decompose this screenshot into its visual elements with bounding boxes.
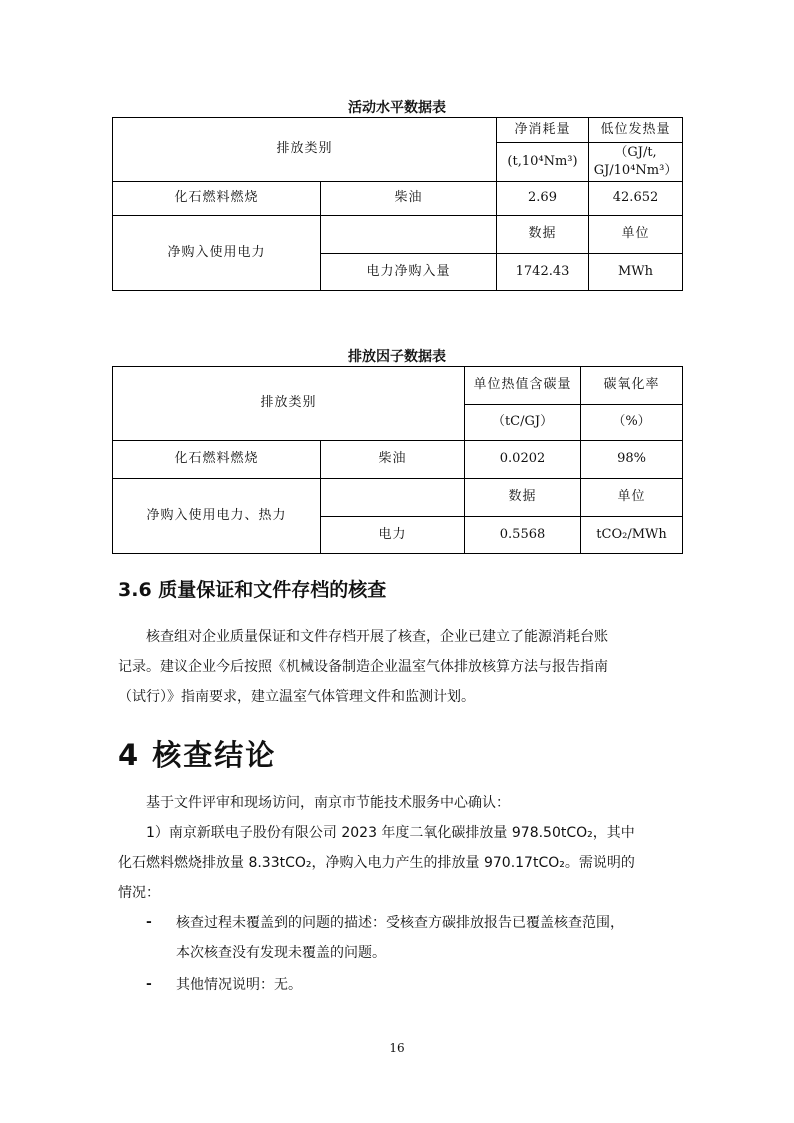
- table2-row1-item: 柴油: [321, 441, 465, 479]
- section-3-6-body: [118, 622, 678, 712]
- table1-col4-unit: [589, 143, 683, 182]
- table2-row1-v1: 0.0202: [465, 441, 581, 479]
- activity-data-table: [112, 117, 683, 291]
- table1-row1-category: 化石燃料燃烧: [113, 182, 321, 216]
- section-4-item1-line2: 化石燃料燃烧排放量 8.33tCO₂，净购入电力产生的排放量 970.17tCO₂。需说明的: [118, 855, 635, 871]
- table2-col3-unit: （tC/GJ）: [465, 405, 581, 441]
- table2-row3-v1: 0.5568: [465, 517, 581, 554]
- bullet1-line1: 核查过程未覆盖到的问题的描述：受核查方碳排放报告已覆盖核查范围，: [176, 915, 624, 931]
- section-3-6-line3: （试行）》指南要求，建立温室气体管理文件和监测计划。: [118, 689, 475, 705]
- table1-row3-v1: 1742.43: [497, 254, 589, 291]
- table2-row2-h2: 单位: [581, 479, 683, 517]
- table1-header-category: 排放类别: [113, 118, 497, 182]
- section-4-item1-line1: 1）南京新联电子股份有限公司 2023 年度二氧化碳排放量 978.50tCO₂，其中: [146, 825, 635, 841]
- bullet1-text: [176, 908, 678, 968]
- section-4-heading: 4 核查结论: [118, 738, 277, 772]
- table2-row3-v2: tCO₂/MWh: [581, 517, 683, 554]
- table2-col4-label: 碳氧化率: [581, 367, 683, 405]
- page-number: 16: [389, 1041, 405, 1055]
- bullet-dash-1: -: [146, 914, 152, 930]
- table2-title: 排放因子数据表: [348, 349, 446, 365]
- table2-header-category: 排放类别: [113, 367, 465, 441]
- bullet-dash-2: -: [146, 976, 152, 992]
- table1-row1-v1: 2.69: [497, 182, 589, 216]
- table1-col4-unit-line2: GJ/10⁴Nm³）: [593, 163, 678, 178]
- table1-row3-item: 电力净购入量: [321, 254, 497, 291]
- table1-row2-category: 净购入使用电力: [113, 216, 321, 291]
- section-4-item1-line3: 情况：: [118, 885, 160, 901]
- table2-col3-label: 单位热值含碳量: [465, 367, 581, 405]
- bullet2-text: 其他情况说明：无。: [176, 977, 302, 993]
- section-3-6-line1: 核查组对企业质量保证和文件存档开展了核查，企业已建立了能源消耗台账: [146, 629, 608, 645]
- section-3-6-line2: 记录。建议企业今后按照《机械设备制造企业温室气体排放核算方法与报告指南: [118, 659, 608, 675]
- table1-col3-label: 净消耗量: [497, 118, 589, 143]
- table2-row1-v2: 98%: [581, 441, 683, 479]
- table1-row2-empty: [321, 216, 497, 254]
- table1-title: 活动水平数据表: [348, 100, 446, 116]
- section-3-6-heading: 3.6 质量保证和文件存档的核查: [118, 579, 387, 601]
- table2-row3-item: 电力: [321, 517, 465, 554]
- table2-col4-unit: （%）: [581, 405, 683, 441]
- bullet1-line2: 本次核查没有发现未覆盖的问题。: [176, 945, 386, 961]
- table2-row1-category: 化石燃料燃烧: [113, 441, 321, 479]
- section-4-body: [118, 788, 678, 908]
- table2-row2-category: 净购入使用电力、热力: [113, 479, 321, 554]
- table2-row2-h1: 数据: [465, 479, 581, 517]
- emission-factor-table: [112, 366, 683, 554]
- table1-col3-unit: (t,10⁴Nm³): [497, 143, 589, 182]
- section-4-intro: 基于文件评审和现场访问，南京市节能技术服务中心确认：: [146, 795, 510, 811]
- table1-row1-item: 柴油: [321, 182, 497, 216]
- table2-row2-empty: [321, 479, 465, 517]
- table1-col4-unit-line1: （GJ/t,: [614, 144, 657, 160]
- table1-row1-v2: 42.652: [589, 182, 683, 216]
- table1-row2-h1: 数据: [497, 216, 589, 254]
- table1-row3-v2: MWh: [589, 254, 683, 291]
- table1-row2-h2: 单位: [589, 216, 683, 254]
- table1-col4-label: 低位发热量: [589, 118, 683, 143]
